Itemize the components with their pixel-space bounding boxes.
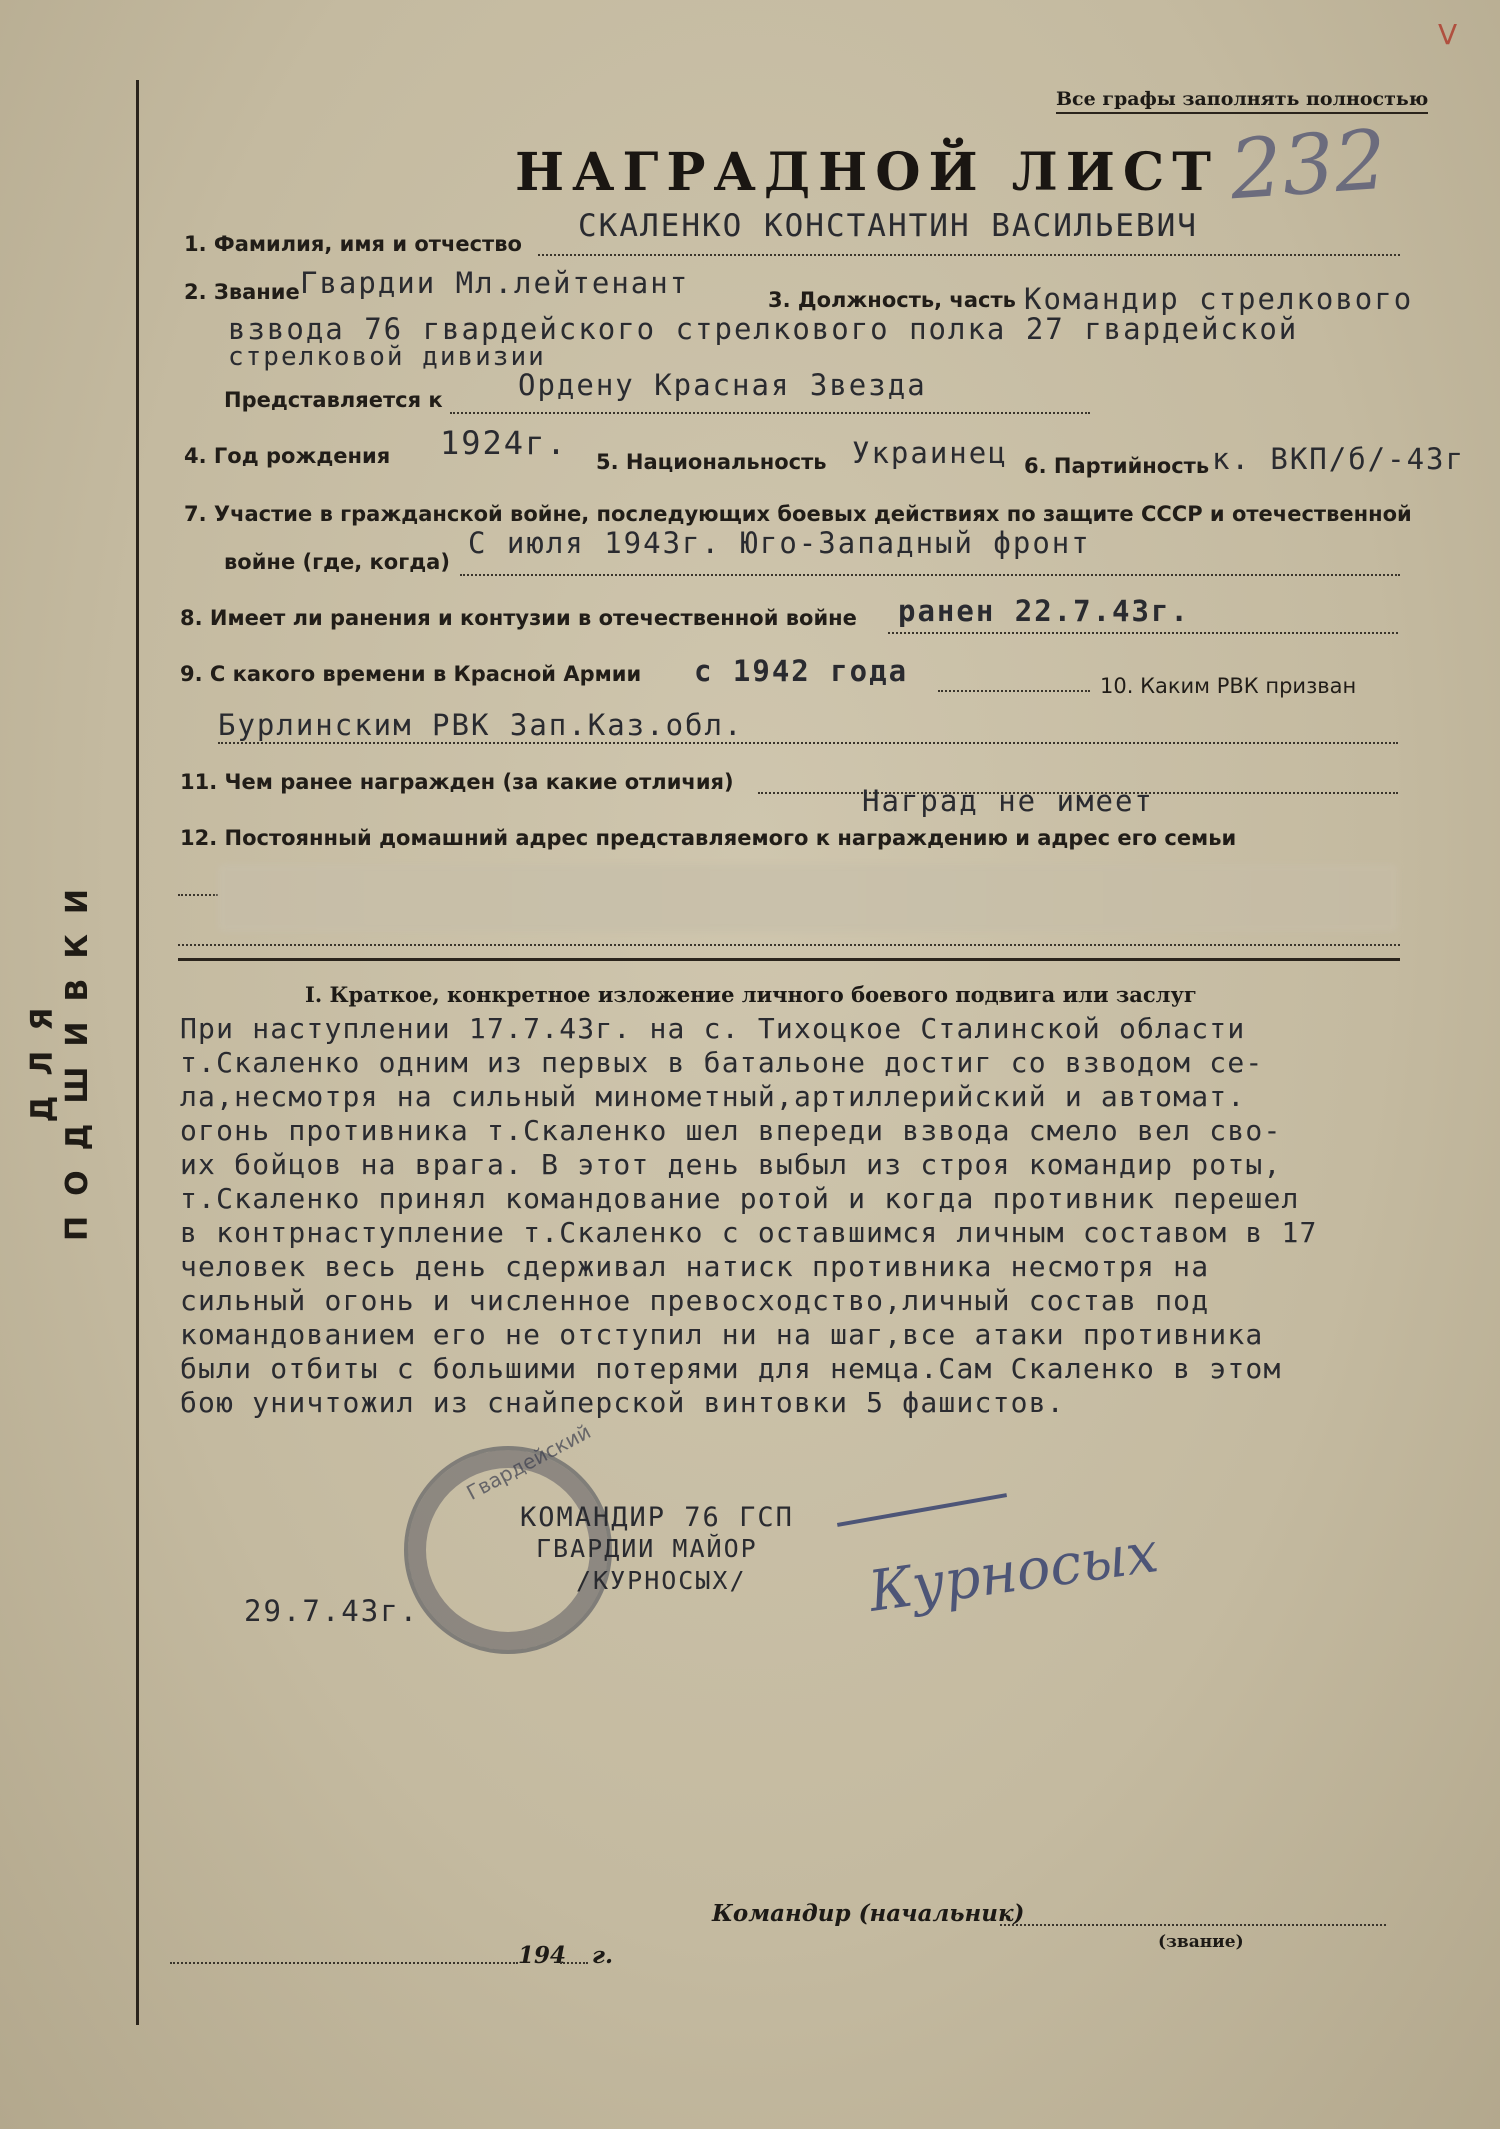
handwritten-signature: Курносых [864, 1520, 1162, 1625]
fill-instruction: Все графы заполнять полностью [1056, 88, 1428, 114]
field-party-label: 6. Партийность [1024, 454, 1210, 478]
document-title: НАГРАДНОЙ ЛИСТ [515, 142, 1219, 203]
handwritten-number: 232 [1226, 112, 1390, 219]
field-draft-office-value: Бурлинским РВК Зап.Каз.обл. [218, 708, 744, 742]
field-nationality-value: Украинец [852, 436, 1008, 470]
field-rank-value: Гвардии Мл.лейтенант [300, 266, 690, 300]
field-name-line [538, 254, 1400, 256]
field-rank-label: 2. Звание [184, 280, 300, 304]
commander-label: Командир (начальник) [712, 1900, 1025, 1927]
date-line [170, 1962, 518, 1964]
feat-line: человек весь день сдерживал натиск противника несмотря на [180, 1250, 1210, 1283]
field-presented-line [450, 412, 1090, 414]
field-participation-label-1: 7. Участие в гражданской войне, последующих боевых действиях по защите СССР и отечественной [184, 502, 1412, 526]
field-position-value-2: взвода 76 гвардейского стрелкового полка 27 гвардейской [228, 312, 1299, 346]
signature-stroke [837, 1493, 1007, 1527]
rank-label: (звание) [1158, 1932, 1244, 1952]
feat-line: их бойцов на врага. В этот день выбыл из строя командир роты, [180, 1148, 1282, 1181]
field-presented-value: Ордену Красная Звезда [518, 368, 927, 402]
feat-line: т.Скаленко принял командование ротой и когда противник перешел [180, 1182, 1300, 1215]
feat-line: т.Скаленко одним из первых в батальоне достиг со взводом се- [180, 1046, 1264, 1079]
feat-line: сильный огонь и численное превосходство,личный состав под [180, 1284, 1210, 1317]
commander-name: /КУРНОСЫХ/ [576, 1566, 747, 1595]
stamp-text: Гвардейский [462, 1419, 595, 1505]
field-wounds-line [888, 632, 1398, 634]
feat-line: ла,несмотря на сильный минометный,артиллерийский и автомат. [180, 1080, 1246, 1113]
field-army-since-label: 9. С какого времени в Красной Армии [180, 662, 642, 686]
field-presented-label: Представляется к [224, 388, 443, 412]
field-participation-line [460, 574, 1400, 576]
field-name-label: 1. Фамилия, имя и отчество [184, 232, 522, 256]
field-wounds-label: 8. Имеет ли ранения и контузии в отечественной войне [180, 606, 857, 630]
binding-label: ДЛЯ ПОДШИВКИ [25, 869, 95, 1241]
corner-mark: V [1438, 18, 1458, 51]
feat-line: бою уничтожил из снайперской винтовки 5 фашистов. [180, 1386, 1065, 1419]
feat-line: При наступлении 17.7.43г. на с. Тихоцкое Сталинской области [180, 1012, 1246, 1045]
field-address-line-2 [178, 944, 1400, 946]
year-suffix: г. [592, 1942, 613, 1969]
binding-line [136, 80, 139, 2025]
feat-line: командованием его не отступил ни на шаг,все атаки противника [180, 1318, 1264, 1351]
feat-line: были отбиты с большими потерями для немца.Сам Скаленко в этом [180, 1352, 1282, 1385]
feat-line: огонь противника т.Скаленко шел впереди взвода смело вел свo- [180, 1114, 1282, 1147]
field-position-label: 3. Должность, часть [768, 288, 1016, 312]
feat-line: в контрнаступление т.Скаленко с оставшимся личным составом в 17 [180, 1216, 1318, 1249]
field-prior-awards-value: Наград не имеет [862, 784, 1154, 818]
year-line [560, 1962, 588, 1964]
field-prior-awards-label: 11. Чем ранее награжден (за какие отличия) [180, 770, 734, 794]
commander-title: КОМАНДИР 76 ГСП [520, 1502, 794, 1533]
field-army-since-line [938, 690, 1090, 692]
field-birthyear-label: 4. Год рождения [184, 444, 391, 468]
commander-rank: ГВАРДИИ МАЙОР [536, 1534, 758, 1563]
feat-description [180, 1012, 1480, 1420]
field-draft-office-line [218, 742, 1398, 744]
field-army-since-value: с 1942 года [694, 654, 909, 688]
field-address-label: 12. Постоянный домашний адрес представляемого к награждению и адрес его семьи [180, 826, 1237, 850]
signature-date: 29.7.43г. [244, 1594, 420, 1628]
field-wounds-value: ранен 22.7.43г. [898, 594, 1190, 628]
field-participation-value: С июля 1943г. Юго-Западный фронт [468, 526, 1091, 560]
field-position-value-1: Командир стрелкового [1024, 282, 1414, 316]
commander-line [1000, 1924, 1386, 1926]
field-birthyear-value: 1924г. [440, 424, 568, 462]
field-draft-office-label: 10. Каким РВК призван [1100, 674, 1357, 698]
field-position-value-3: стрелковой дивизии [228, 342, 546, 372]
field-participation-label-2: войне (где, когда) [224, 550, 450, 574]
redacted-area [218, 864, 1398, 932]
section-divider [178, 958, 1400, 961]
section-1-title: I. Краткое, конкретное изложение личного боевого подвига или заслуг [305, 982, 1197, 1007]
field-nationality-label: 5. Национальность [596, 450, 827, 474]
field-address-line-1 [178, 894, 218, 896]
field-name-value: СКАЛЕНКО КОНСТАНТИН ВАСИЛЬЕВИЧ [578, 208, 1198, 244]
year-label: 194 [518, 1942, 567, 1969]
field-party-value: к. ВКП/б/-43г [1212, 442, 1465, 476]
